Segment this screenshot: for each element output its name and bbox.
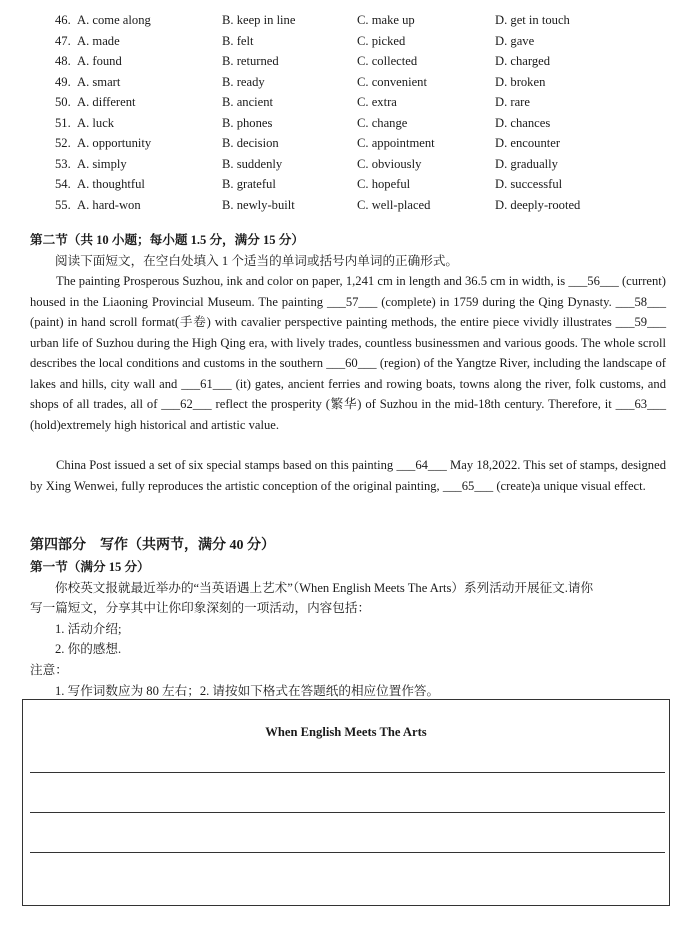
writing-task-line-2: 写一篇短文，分享其中让你印象深刻的一项活动，内容包括：: [30, 601, 371, 615]
option-a: A. smart: [77, 74, 121, 89]
cloze-option-row: [55, 154, 675, 175]
option-d: D. charged: [495, 54, 551, 68]
option-a: A. opportunity: [77, 136, 152, 150]
passage-paragraph-1-text: The painting Prosperous Suzhou, ink and color on paper, 1,241 cm in length and 36.5 cm in width, is ___56___ (current) housed in the Liaoning Provincial Museum. The painting ___57___ (complete) in 1759 during the Qing Dynasty. ___58___ (paint) in hand scroll format(手卷) with cavalier perspective painting methods, the entire piece vividly illustrates ___59___ urban life of Suzhou during the High Qing era, with lively trades, countless businessmen and various goods. The whole scroll describes the local conditions and customs in the southern ___60___ (region) of the Yangtze River, including the landscape of lakes and hills, city wall and ___61___ (it) gates, ancient ferries and rowing boats, towns along the river, folk customs, and shops of all trades, all of ___62___ reflect the prosperity (繁华) of Suzhou in the mid-18th century. Therefore, it ___63___ (hold)extremely high historical and artistic value.: [30, 274, 666, 432]
option-d: D. deeply-rooted: [495, 197, 581, 212]
part4-section1-heading: 第一节（满分 15 分）: [30, 560, 150, 574]
question-number: 54.: [55, 177, 71, 191]
option-b: B. felt: [222, 33, 254, 48]
question-number: 46.: [55, 13, 71, 27]
question-number: 55.: [55, 197, 71, 212]
option-c: C. collected: [357, 54, 418, 68]
option-a: A. thoughtful: [77, 177, 145, 191]
option-a: A. made: [77, 33, 120, 48]
answer-title: When English Meets The Arts: [265, 725, 427, 739]
option-d: D. chances: [495, 115, 551, 130]
question-number: 50.: [55, 95, 71, 109]
option-c: C. convenient: [357, 74, 427, 89]
option-d: D. broken: [495, 74, 546, 89]
question-number: 53.: [55, 156, 71, 171]
cloze-option-row: [55, 92, 675, 113]
writing-line: [30, 852, 665, 853]
option-d: D. gave: [495, 33, 535, 48]
option-b: B. newly-built: [222, 197, 295, 212]
question-number: 51.: [55, 115, 71, 130]
option-c: C. appointment: [357, 136, 435, 150]
question-number: 52.: [55, 136, 71, 150]
option-a: A. different: [77, 95, 136, 109]
cloze-option-row: [55, 174, 675, 195]
note-text: 1. 写作词数应为 80 左右；2. 请按如下格式在答题纸的相应位置作答。: [55, 684, 440, 698]
option-a: A. come along: [77, 13, 151, 27]
cloze-option-row: [55, 31, 675, 52]
option-d: D. encounter: [495, 136, 561, 150]
option-b: B. decision: [222, 136, 279, 150]
option-c: C. hopeful: [357, 177, 411, 191]
cloze-option-row: [55, 10, 675, 31]
option-b: B. phones: [222, 115, 273, 130]
option-a: A. luck: [77, 115, 115, 130]
cloze-options-list: [55, 10, 675, 215]
section2-instruction: 阅读下面短文，在空白处填入 1 个适当的单词或括号内单词的正确形式。: [55, 254, 458, 268]
writing-line: [30, 772, 665, 773]
section2-heading: 第二节（共 10 小题；每小题 1.5 分，满分 15 分）: [30, 233, 304, 247]
option-b: B. suddenly: [222, 156, 283, 171]
writing-requirement-1: 1. 活动介绍;: [55, 622, 122, 636]
passage-paragraph-2: [30, 455, 666, 496]
option-a: A. simply: [77, 156, 127, 171]
option-c: C. extra: [357, 95, 397, 109]
option-c: C. picked: [357, 33, 406, 48]
option-c: C. obviously: [357, 156, 422, 171]
writing-task-line-1: 你校英文报就最近举办的“当英语遇上艺术”（When English Meets The Arts）系列活动开展征文.请你: [55, 581, 594, 595]
option-c: C. well-placed: [357, 197, 431, 212]
option-c: C. make up: [357, 13, 415, 27]
option-d: D. successful: [495, 177, 563, 191]
option-d: D. get in touch: [495, 13, 570, 27]
question-number: 49.: [55, 74, 71, 89]
answer-box: [22, 699, 670, 906]
passage-paragraph-1: [30, 271, 666, 435]
question-number: 47.: [55, 33, 71, 48]
writing-line: [30, 812, 665, 813]
option-b: B. keep in line: [222, 13, 296, 27]
note-label: 注意：: [30, 663, 68, 677]
option-a: A. found: [77, 54, 122, 68]
writing-requirement-2: 2. 你的感想.: [55, 642, 122, 656]
option-b: B. ancient: [222, 95, 274, 109]
question-number: 48.: [55, 54, 71, 68]
option-a: A. hard-won: [77, 197, 141, 212]
cloze-option-row: [55, 133, 675, 154]
option-b: B. grateful: [222, 177, 276, 191]
passage-paragraph-2-text: China Post issued a set of six special stamps based on this painting ___64___ May 18,2022. This set of stamps, designed by Xing Wenwei, fully reproduces the artistic conception of the original painting, ___65___ (create)a unique visual effect.: [30, 458, 666, 493]
cloze-option-row: [55, 113, 675, 134]
cloze-option-row: [55, 51, 675, 72]
cloze-option-row: [55, 72, 675, 93]
option-d: D. rare: [495, 95, 530, 109]
part4-heading: 第四部分 写作（共两节，满分 40 分）: [30, 538, 275, 553]
option-b: B. returned: [222, 54, 279, 68]
cloze-option-row: [55, 195, 675, 216]
option-b: B. ready: [222, 74, 265, 89]
option-d: D. gradually: [495, 156, 558, 171]
option-c: C. change: [357, 115, 408, 130]
